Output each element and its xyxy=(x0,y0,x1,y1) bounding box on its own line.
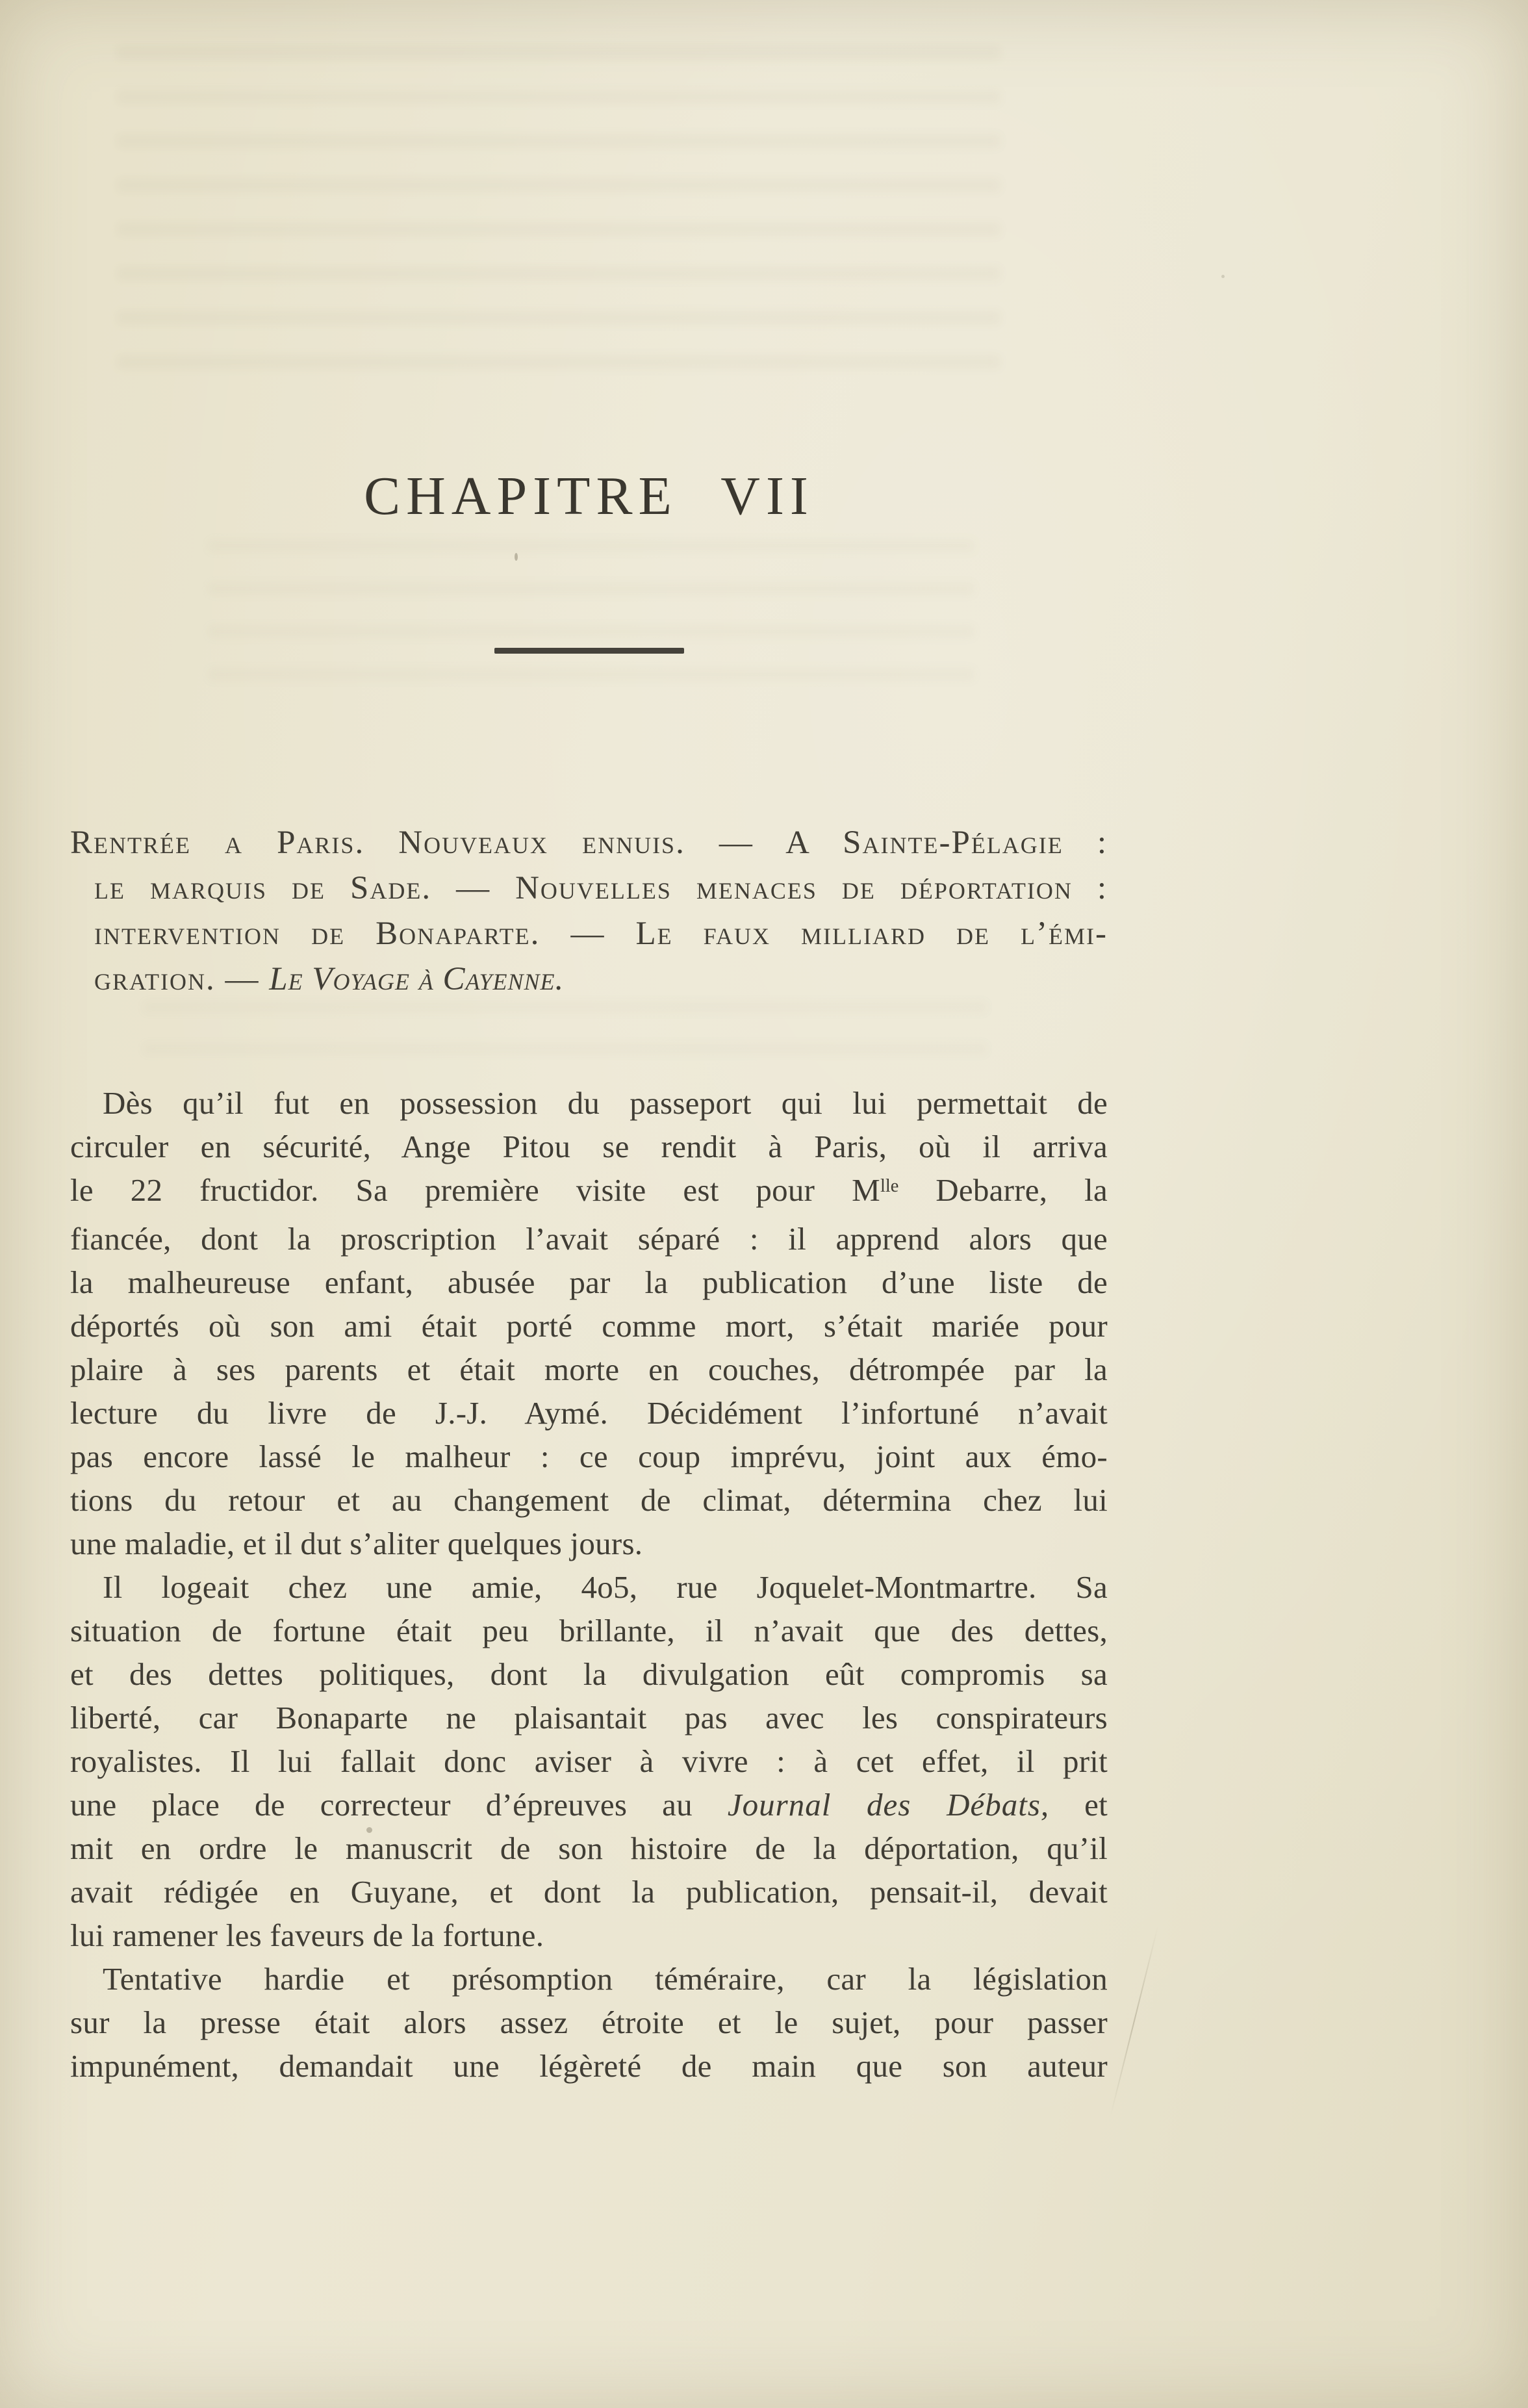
paper-speck xyxy=(515,553,518,561)
journal-title-italic: Journal des Débats, xyxy=(727,1787,1050,1823)
summary-line-text: gration. — xyxy=(94,961,270,997)
summary-line xyxy=(70,956,1108,1002)
text-line-part: une place de correcteur d’épreuves au xyxy=(70,1787,728,1823)
text-line: une maladie, et il dut s’aliter quelques jours. xyxy=(70,1526,643,1561)
page-showthrough xyxy=(208,539,974,695)
chapter-title: CHAPITRE VII xyxy=(364,466,814,526)
text-line-part: le 22 fructidor. Sa première visite est pour M xyxy=(70,1172,880,1208)
divider-rule xyxy=(494,648,684,654)
text-line: fiancée, dont la proscription l’avait séparé : il apprend alors que xyxy=(70,1221,1108,1257)
text-line-part: Debarre, la xyxy=(898,1172,1108,1208)
text-line: Tentative hardie et présomption téméraire, car la législation xyxy=(103,1961,1108,1997)
page-showthrough xyxy=(117,45,1000,383)
chapter-summary xyxy=(70,820,1108,1002)
page-showthrough xyxy=(143,1001,987,1072)
text-line: Il logeait chez une amie, 4o5, rue Joquelet-Montmartre. Sa xyxy=(103,1569,1108,1605)
text-line: et des dettes politiques, dont la divulgation eût compromis sa xyxy=(70,1656,1108,1692)
text-line: sur la presse était alors assez étroite et le sujet, pour passer xyxy=(70,2005,1108,2040)
text-line: impunément, demandait une légèreté de main que son auteur xyxy=(70,2048,1108,2084)
text-line: lui ramener les faveurs de la fortune. xyxy=(70,1917,544,1953)
text-line: plaire à ses parents et était morte en couches, détrompée par la xyxy=(70,1351,1108,1387)
text-line: mit en ordre le manuscrit de son histoire de la déportation, qu’il xyxy=(70,1830,1108,1866)
text-line: circuler en sécurité, Ange Pitou se rendit à Paris, où il arriva xyxy=(70,1129,1108,1164)
text-line: pas encore lassé le malheur : ce coup imprévu, joint aux émo- xyxy=(70,1439,1108,1474)
summary-line: le marquis de Sade. — Nouvelles menaces de déportation : xyxy=(94,870,1108,906)
text-line: Dès qu’il fut en possession du passeport qui lui permettait de xyxy=(103,1085,1108,1121)
text-line xyxy=(70,1168,1108,1217)
paragraph xyxy=(70,1081,1108,1565)
text-line: lecture du livre de J.-J. Aymé. Décidément l’infortuné n’avait xyxy=(70,1395,1108,1431)
paper-scratch xyxy=(1110,1926,1159,2116)
summary-line: intervention de Bonaparte. — Le faux milliard de l’émi- xyxy=(94,916,1108,952)
text-line: tions du retour et au changement de climat, détermina chez lui xyxy=(70,1482,1108,1518)
paper-speck xyxy=(1221,275,1225,278)
superscript-abbreviation: lle xyxy=(880,1175,899,1196)
paragraph xyxy=(70,1565,1108,1957)
paragraph xyxy=(70,1957,1108,2088)
text-line: déportés où son ami était porté comme mort, s’était mariée pour xyxy=(70,1308,1108,1344)
text-line: liberté, car Bonaparte ne plaisantait pas avec les conspirateurs xyxy=(70,1700,1108,1736)
text-line: avait rédigée en Guyane, et dont la publication, pensait-il, devait xyxy=(70,1874,1108,1910)
text-line: royalistes. Il lui fallait donc aviser à vivre : à cet effet, il prit xyxy=(70,1743,1108,1779)
text-line-part: et xyxy=(1049,1787,1108,1823)
text-line xyxy=(70,1783,1108,1826)
text-line: la malheureuse enfant, abusée par la publication d’une liste de xyxy=(70,1264,1108,1300)
text-line: situation de fortune était peu brillante, il n’avait que des dettes, xyxy=(70,1613,1108,1648)
summary-line: Rentrée a Paris. Nouveaux ennuis. — A Sainte-Pélagie : xyxy=(70,825,1108,861)
body-text xyxy=(70,1081,1108,2088)
work-title-italic: Le Voyage à Cayenne. xyxy=(269,961,565,997)
